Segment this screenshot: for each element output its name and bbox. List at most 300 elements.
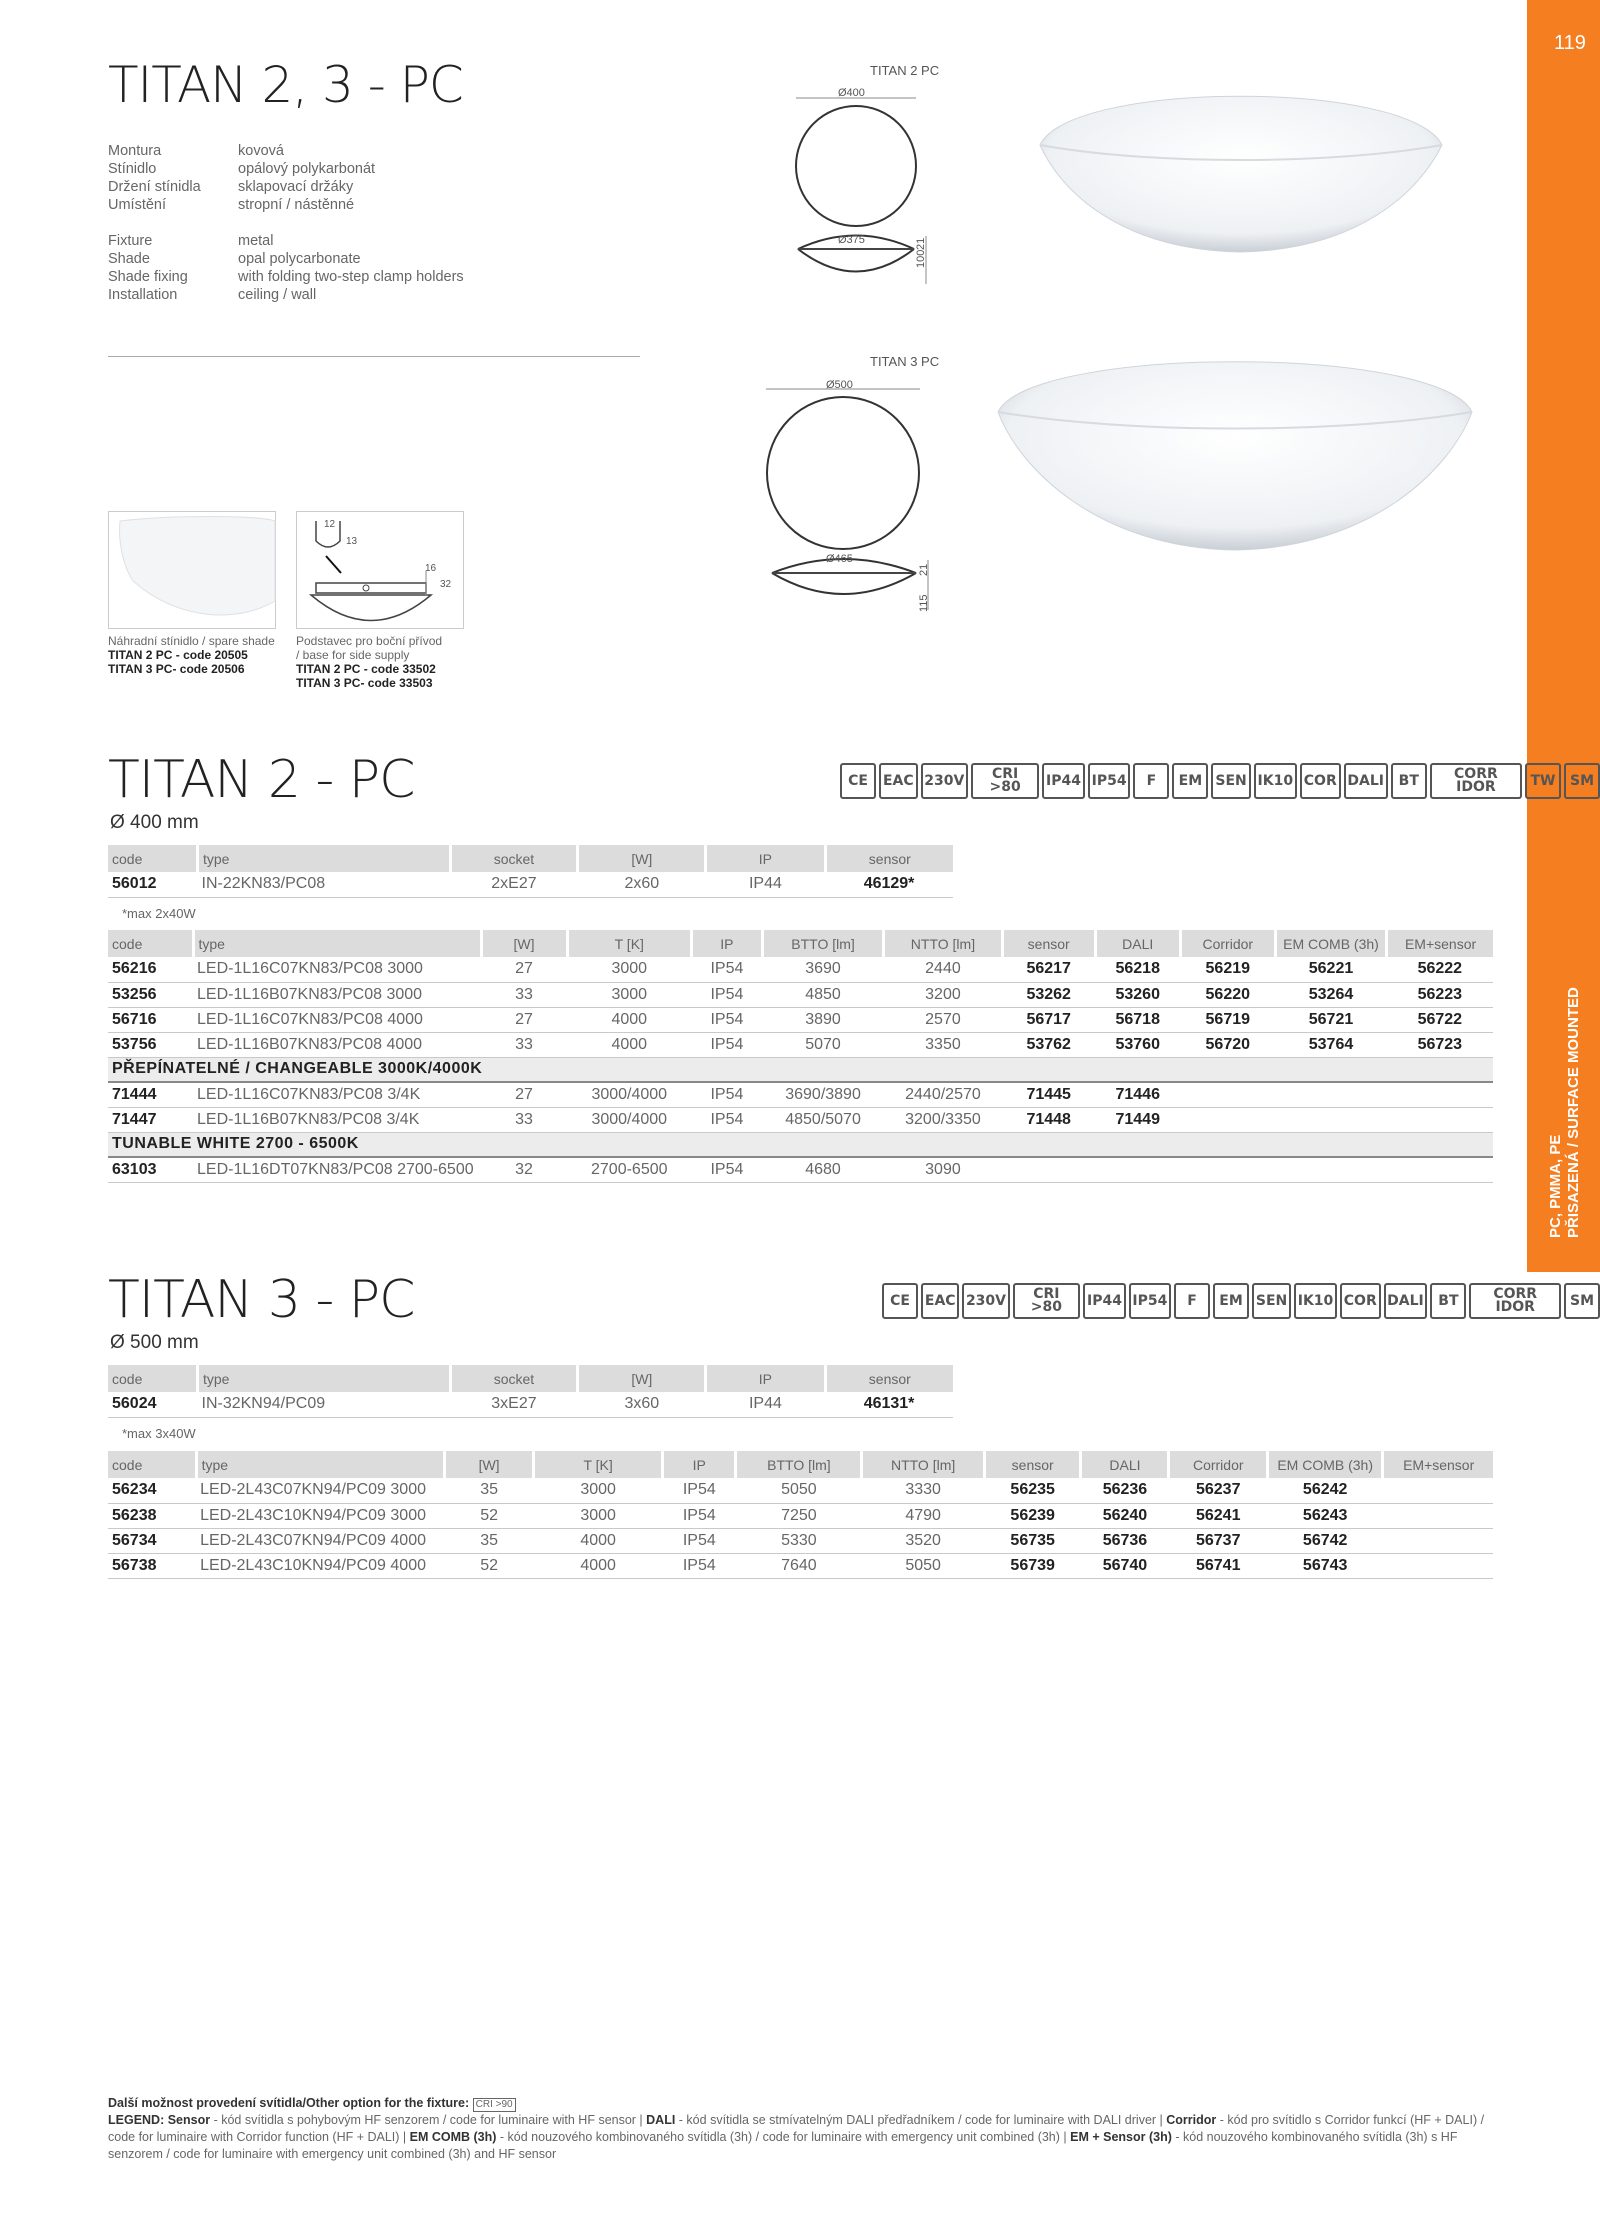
certification-icon: BT: [1391, 763, 1427, 799]
table-cell: 56719: [1180, 1007, 1275, 1032]
spec-key: Stínidlo: [108, 161, 157, 177]
certification-icon: CRI >80: [971, 763, 1039, 799]
certification-icon: CE: [882, 1283, 918, 1319]
certification-icon: F: [1174, 1283, 1210, 1319]
certification-icon: BT: [1430, 1283, 1466, 1319]
table-row: [108, 1082, 1493, 1107]
table-cell: [1387, 1157, 1493, 1182]
table-cell: 53260: [1095, 982, 1180, 1007]
spec-key: Installation: [108, 287, 178, 303]
certification-icon: IP54: [1129, 1283, 1171, 1319]
table-cell: LED-1L16C07KN83/PC08 3/4K: [193, 1082, 481, 1107]
base-dim-d: 32: [440, 579, 452, 590]
table-cell: IP54: [692, 1082, 763, 1107]
titan2-technical-drawing: [780, 84, 960, 304]
column-header: IP: [706, 845, 825, 872]
table-cell: 32: [481, 1157, 567, 1182]
titan3-title: TITAN 3 - PC: [108, 1270, 415, 1330]
table-cell: 56220: [1180, 982, 1275, 1007]
table-cell: 56237: [1169, 1478, 1268, 1503]
table-cell: 35: [445, 1478, 534, 1503]
table-cell: 56243: [1268, 1503, 1383, 1528]
table-cell: 4000: [567, 1007, 691, 1032]
certification-icon: 230V: [962, 1283, 1009, 1319]
table-cell: 56722: [1387, 1007, 1493, 1032]
titan3-max-note: *max 3x40W: [122, 1426, 196, 1441]
table-cell: [1383, 1553, 1493, 1578]
titan3-dim-top: Ø500: [826, 379, 853, 391]
table-cell: 7250: [736, 1503, 862, 1528]
spare-line3: TITAN 3 PC- code 20506: [108, 662, 245, 676]
table-header-row: [108, 930, 1493, 957]
titan2-product-image: [1030, 70, 1450, 270]
column-header: code: [108, 1451, 196, 1478]
table-cell: 56239: [984, 1503, 1080, 1528]
table-cell: 3200: [884, 982, 1002, 1007]
column-header: [W]: [578, 845, 706, 872]
table-cell: 56723: [1387, 1032, 1493, 1057]
table-cell: 3200/3350: [884, 1107, 1002, 1132]
table-cell: 56741: [1169, 1553, 1268, 1578]
column-header: T [K]: [567, 930, 691, 957]
column-header: IP: [692, 930, 763, 957]
table-cell: 56241: [1169, 1503, 1268, 1528]
table-cell: 46131*: [825, 1392, 953, 1417]
table-cell: 7640: [736, 1553, 862, 1578]
table-row: [108, 872, 953, 897]
base-line3: TITAN 2 PC - code 33502: [296, 662, 436, 676]
table-cell: 3890: [762, 1007, 883, 1032]
column-header: Corridor: [1169, 1451, 1268, 1478]
table-row: [108, 1553, 1493, 1578]
spec-value: kovová: [238, 143, 284, 159]
table-header-row: [108, 1451, 1493, 1478]
section-title: PŘEPÍNATELNÉ / CHANGEABLE 3000K/4000K: [108, 1057, 1493, 1082]
table-cell: 52: [445, 1553, 534, 1578]
page-number: 119: [1554, 32, 1586, 54]
spec-key: Umístění: [108, 197, 167, 213]
spec-key: Shade fixing: [108, 269, 188, 285]
table-row: [108, 1478, 1493, 1503]
table-cell: 46129*: [825, 872, 953, 897]
table-cell: 53762: [1002, 1032, 1095, 1057]
table-cell: 56716: [108, 1007, 193, 1032]
table-cell: 3000: [534, 1478, 663, 1503]
column-header: EM COMB (3h): [1268, 1451, 1383, 1478]
page-title: TITAN 2, 3 - PC: [108, 56, 463, 114]
table-cell: 56222: [1387, 957, 1493, 982]
table-cell: 53256: [108, 982, 193, 1007]
spare-line2: TITAN 2 PC - code 20505: [108, 648, 248, 662]
column-header: BTTO [lm]: [762, 930, 883, 957]
titan3-dim-height2: 21: [918, 563, 930, 576]
table-cell: 33: [481, 982, 567, 1007]
column-header: NTTO [lm]: [862, 1451, 985, 1478]
table-cell: LED-1L16C07KN83/PC08 4000: [193, 1007, 481, 1032]
table-cell: LED-2L43C07KN94/PC09 3000: [196, 1478, 444, 1503]
spare-shade-caption: [108, 634, 293, 676]
certification-icon: SM: [1564, 763, 1600, 799]
certification-icon: CRI >80: [1013, 1283, 1081, 1319]
base-dim-b: 13: [346, 536, 358, 547]
table-cell: 71448: [1002, 1107, 1095, 1132]
table-cell: 2x60: [578, 872, 706, 897]
base-line2: / base for side supply: [296, 648, 410, 662]
table-cell: LED-1L16DT07KN83/PC08 2700-6500: [193, 1157, 481, 1182]
table-cell: 3000/4000: [567, 1082, 691, 1107]
table-cell: 27: [481, 957, 567, 982]
column-header: [W]: [578, 1365, 706, 1392]
table-cell: LED-2L43C10KN94/PC09 3000: [196, 1503, 444, 1528]
table-cell: 5070: [762, 1032, 883, 1057]
certification-icon: EM: [1172, 763, 1208, 799]
table-cell: 2440/2570: [884, 1082, 1002, 1107]
specs-en: [108, 232, 628, 312]
table-cell: 53760: [1095, 1032, 1180, 1057]
column-header: type: [193, 930, 481, 957]
titan2-dim-side: Ø375: [838, 234, 865, 246]
table-cell: 56737: [1169, 1528, 1268, 1553]
spec-key: Držení stínidla: [108, 179, 201, 195]
side-category-label: [1547, 938, 1597, 1238]
table-cell: 3520: [862, 1528, 985, 1553]
table-cell: 56718: [1095, 1007, 1180, 1032]
table-cell: [1002, 1157, 1095, 1182]
column-header: BTTO [lm]: [736, 1451, 862, 1478]
header-divider: [108, 356, 640, 357]
table-cell: 56734: [108, 1528, 196, 1553]
table-cell: 56234: [108, 1478, 196, 1503]
table-cell: IP44: [706, 872, 825, 897]
side-label-2: PŘISAZENÁ / SURFACE MOUNTED: [1565, 987, 1582, 1238]
table-cell: 56012: [108, 872, 198, 897]
titan2-dim-height2: 21: [915, 237, 927, 250]
table-cell: 4850/5070: [762, 1107, 883, 1132]
titan3-diameter: Ø 500 mm: [110, 1332, 199, 1353]
spec-value: stropní / nástěnné: [238, 197, 355, 213]
table-cell: 3x60: [578, 1392, 706, 1417]
table-cell: [1275, 1157, 1386, 1182]
certification-icon: IP44: [1042, 763, 1085, 799]
table-cell: 3000: [534, 1503, 663, 1528]
column-header: Corridor: [1180, 930, 1275, 957]
table-cell: 56218: [1095, 957, 1180, 982]
table-cell: 4000: [534, 1528, 663, 1553]
titan2-certification-icons: [840, 763, 1600, 799]
table-row: [108, 957, 1493, 982]
certification-icon: SEN: [1252, 1283, 1291, 1319]
section-row: [108, 1057, 1493, 1082]
spec-key: Fixture: [108, 233, 153, 249]
table-cell: 56739: [984, 1553, 1080, 1578]
base-dim-c: 16: [425, 563, 437, 574]
table-cell: 71446: [1095, 1082, 1180, 1107]
table-row: [108, 1157, 1493, 1182]
table-cell: 53264: [1275, 982, 1386, 1007]
titan3-product-image: [990, 350, 1480, 560]
section-title: TUNABLE WHITE 2700 - 6500K: [108, 1132, 1493, 1157]
base-dim-a: 12: [324, 519, 336, 530]
table-cell: 56219: [1180, 957, 1275, 982]
titan2-drawing-label: TITAN 2 PC: [870, 63, 940, 78]
table-cell: IP54: [663, 1478, 736, 1503]
table-cell: 5050: [862, 1553, 985, 1578]
column-header: IP: [706, 1365, 825, 1392]
table-cell: IP54: [663, 1528, 736, 1553]
table-cell: IN-32KN94/PC09: [198, 1392, 451, 1417]
table-cell: LED-2L43C07KN94/PC09 4000: [196, 1528, 444, 1553]
table-row: [108, 1392, 953, 1417]
certification-icon: IP54: [1088, 763, 1131, 799]
base-line4: TITAN 3 PC- code 33503: [296, 676, 433, 690]
table-cell: [1387, 1082, 1493, 1107]
column-header: sensor: [984, 1451, 1080, 1478]
table-cell: 2700-6500: [567, 1157, 691, 1182]
legend-other-option: Další možnost provedení svítidla/Other option for the fixture: CRI >90: [108, 2095, 1493, 2112]
titan2-dim-top: Ø400: [838, 87, 865, 99]
titan2-max-note: *max 2x40W: [122, 906, 196, 921]
table-row: [108, 1503, 1493, 1528]
table-cell: IP54: [692, 1032, 763, 1057]
table-cell: [1180, 1107, 1275, 1132]
certification-icon: IK10: [1254, 763, 1297, 799]
table-cell: 3690: [762, 957, 883, 982]
table-cell: 27: [481, 1082, 567, 1107]
table-cell: 56740: [1081, 1553, 1169, 1578]
table-cell: IP44: [706, 1392, 825, 1417]
spec-value: ceiling / wall: [238, 287, 317, 303]
side-supply-base-drawing: [296, 511, 464, 629]
table-cell: 3090: [884, 1157, 1002, 1182]
titan3-dim-side: Ø465: [826, 553, 853, 565]
table-cell: 2570: [884, 1007, 1002, 1032]
table-cell: 33: [481, 1032, 567, 1057]
table-cell: 56236: [1081, 1478, 1169, 1503]
table-cell: 56223: [1387, 982, 1493, 1007]
table-cell: 4790: [862, 1503, 985, 1528]
table-cell: 2440: [884, 957, 1002, 982]
table-cell: [1275, 1107, 1386, 1132]
table-cell: 56238: [108, 1503, 196, 1528]
table-cell: 56216: [108, 957, 193, 982]
specs-cz: [108, 142, 628, 222]
column-header: DALI: [1081, 1451, 1169, 1478]
titan3-dim-height: 115: [918, 594, 930, 612]
table-cell: LED-1L16B07KN83/PC08 4000: [193, 1032, 481, 1057]
certification-icon: SEN: [1211, 763, 1250, 799]
table-cell: 56217: [1002, 957, 1095, 982]
side-label-1: PC, PMMA, PE: [1547, 1134, 1564, 1238]
table-cell: 71447: [108, 1107, 193, 1132]
titan2-diameter: Ø 400 mm: [110, 812, 199, 833]
column-header: type: [198, 845, 451, 872]
certification-icon: EAC: [879, 763, 918, 799]
certification-icon: F: [1133, 763, 1169, 799]
column-header: DALI: [1095, 930, 1180, 957]
column-header: code: [108, 930, 193, 957]
table-cell: IP54: [692, 957, 763, 982]
table-cell: 56024: [108, 1392, 198, 1417]
column-header: [W]: [445, 1451, 534, 1478]
spare-shade-image: [108, 511, 276, 629]
table-cell: 56743: [1268, 1553, 1383, 1578]
table-cell: IP54: [663, 1553, 736, 1578]
table-header-row: [108, 845, 953, 872]
column-header: EM+sensor: [1383, 1451, 1493, 1478]
titan2-led-table: [108, 930, 1493, 1183]
spec-key: Montura: [108, 143, 162, 159]
table-cell: IN-22KN83/PC08: [198, 872, 451, 897]
table-cell: 71444: [108, 1082, 193, 1107]
titan3-led-table: [108, 1451, 1493, 1579]
certification-icon: DALI: [1384, 1283, 1428, 1319]
certification-icon: IP44: [1083, 1283, 1125, 1319]
column-header: EM+sensor: [1387, 930, 1493, 957]
table-cell: 56240: [1081, 1503, 1169, 1528]
table-row: [108, 982, 1493, 1007]
table-cell: 56720: [1180, 1032, 1275, 1057]
spare-line1: Náhradní stínidlo / spare shade: [108, 634, 275, 648]
column-header: socket: [450, 1365, 578, 1392]
certification-icon: CE: [840, 763, 876, 799]
column-header: NTTO [lm]: [884, 930, 1002, 957]
table-cell: 56242: [1268, 1478, 1383, 1503]
table-cell: [1275, 1082, 1386, 1107]
table-cell: IP54: [692, 1157, 763, 1182]
table-cell: 35: [445, 1528, 534, 1553]
table-cell: 4850: [762, 982, 883, 1007]
table-cell: [1383, 1478, 1493, 1503]
column-header: EM COMB (3h): [1275, 930, 1386, 957]
table-cell: 4000: [534, 1553, 663, 1578]
titan3-technical-drawing: [760, 375, 960, 615]
table-cell: 27: [481, 1007, 567, 1032]
table-cell: LED-1L16B07KN83/PC08 3/4K: [193, 1107, 481, 1132]
table-cell: 33: [481, 1107, 567, 1132]
table-cell: 53764: [1275, 1032, 1386, 1057]
table-cell: 3000: [567, 957, 691, 982]
table-cell: 56235: [984, 1478, 1080, 1503]
table-cell: 56742: [1268, 1528, 1383, 1553]
table-cell: 3690/3890: [762, 1082, 883, 1107]
spec-value: opálový polykarbonát: [238, 161, 376, 177]
table-header-row: [108, 1365, 953, 1392]
column-header: code: [108, 845, 198, 872]
titan2-title: TITAN 2 - PC: [108, 750, 415, 810]
column-header: T [K]: [534, 1451, 663, 1478]
column-header: type: [196, 1451, 444, 1478]
table-row: [108, 1107, 1493, 1132]
table-cell: LED-1L16C07KN83/PC08 3000: [193, 957, 481, 982]
cri-badge: CRI >90: [473, 2098, 516, 2112]
table-cell: [1383, 1503, 1493, 1528]
table-cell: 3000: [567, 982, 691, 1007]
certification-icon: DALI: [1344, 763, 1388, 799]
certification-icon: COR: [1340, 1283, 1381, 1319]
column-header: [W]: [481, 930, 567, 957]
table-cell: 56221: [1275, 957, 1386, 982]
spec-value: with folding two-step clamp holders: [238, 269, 464, 285]
table-cell: [1095, 1157, 1180, 1182]
certification-icon: EM: [1213, 1283, 1249, 1319]
table-cell: 5050: [736, 1478, 862, 1503]
table-cell: LED-2L43C10KN94/PC09 4000: [196, 1553, 444, 1578]
section-row: [108, 1132, 1493, 1157]
table-cell: 56736: [1081, 1528, 1169, 1553]
table-cell: 3000/4000: [567, 1107, 691, 1132]
certification-icon: SM: [1564, 1283, 1600, 1319]
column-header: type: [198, 1365, 451, 1392]
table-row: [108, 1007, 1493, 1032]
table-cell: 63103: [108, 1157, 193, 1182]
column-header: IP: [663, 1451, 736, 1478]
spec-key: Shade: [108, 251, 150, 267]
titan2-dim-height: 100: [915, 249, 927, 268]
table-cell: 4680: [762, 1157, 883, 1182]
table-cell: 56717: [1002, 1007, 1095, 1032]
table-row: [108, 1032, 1493, 1057]
column-header: code: [108, 1365, 198, 1392]
table-cell: 56721: [1275, 1007, 1386, 1032]
column-header: sensor: [1002, 930, 1095, 957]
table-cell: 5330: [736, 1528, 862, 1553]
table-cell: 3330: [862, 1478, 985, 1503]
titan3-drawing-label: TITAN 3 PC: [870, 354, 940, 369]
table-cell: IP54: [692, 1007, 763, 1032]
base-line1: Podstavec pro boční přívod: [296, 634, 443, 648]
table-cell: 3xE27: [450, 1392, 578, 1417]
column-header: sensor: [825, 845, 953, 872]
legend: [108, 2095, 1493, 2163]
certification-icon: 230V: [921, 763, 968, 799]
table-cell: [1387, 1107, 1493, 1132]
table-cell: [1383, 1528, 1493, 1553]
table-cell: LED-1L16B07KN83/PC08 3000: [193, 982, 481, 1007]
table-cell: [1180, 1082, 1275, 1107]
certification-icon: TW: [1525, 763, 1561, 799]
table-cell: 53262: [1002, 982, 1095, 1007]
table-cell: IP54: [692, 1107, 763, 1132]
table-cell: 71445: [1002, 1082, 1095, 1107]
spec-value: sklapovací držáky: [238, 179, 354, 195]
certification-icon: EAC: [921, 1283, 959, 1319]
table-cell: 2xE27: [450, 872, 578, 897]
table-row: [108, 1528, 1493, 1553]
certification-icon: CORR IDOR: [1430, 763, 1522, 799]
legend-text: LEGEND: Sensor - kód svítidla s pohybovým HF senzorem / code for luminaire with HF sensor | DALI - kód svítidla se stmívatelným DALI předřadníkem / code for luminaire with DALI driver | Corridor - kód pro svítidlo s Corridor funkcí (HF + DALI) / code for luminaire with Corridor function (HF + DALI) | EM COMB (3h) - kód nouzového kombinovaného svítidla (3h) / code for luminaire with emergency unit combined (3h) | EM + Sensor (3h) - kód nouzového kombinovaného svítidla (3h) s HF senzorem / code for luminaire with emergency unit combined (3h) and HF sensor: [108, 2113, 1485, 2161]
table-cell: IP54: [692, 982, 763, 1007]
base-caption: [296, 634, 481, 690]
table-cell: 3350: [884, 1032, 1002, 1057]
spec-value: opal polycarbonate: [238, 251, 361, 267]
table-cell: 56735: [984, 1528, 1080, 1553]
titan3-socket-table: [108, 1365, 953, 1418]
table-cell: 71449: [1095, 1107, 1180, 1132]
spec-value: metal: [238, 233, 274, 249]
table-cell: 56738: [108, 1553, 196, 1578]
certification-icon: IK10: [1294, 1283, 1337, 1319]
table-cell: IP54: [663, 1503, 736, 1528]
certification-icon: COR: [1300, 763, 1341, 799]
table-cell: 4000: [567, 1032, 691, 1057]
table-cell: 53756: [108, 1032, 193, 1057]
titan3-certification-icons: [882, 1283, 1600, 1319]
titan2-socket-table: [108, 845, 953, 898]
certification-icon: CORR IDOR: [1469, 1283, 1561, 1319]
table-cell: 52: [445, 1503, 534, 1528]
table-cell: [1180, 1157, 1275, 1182]
column-header: socket: [450, 845, 578, 872]
